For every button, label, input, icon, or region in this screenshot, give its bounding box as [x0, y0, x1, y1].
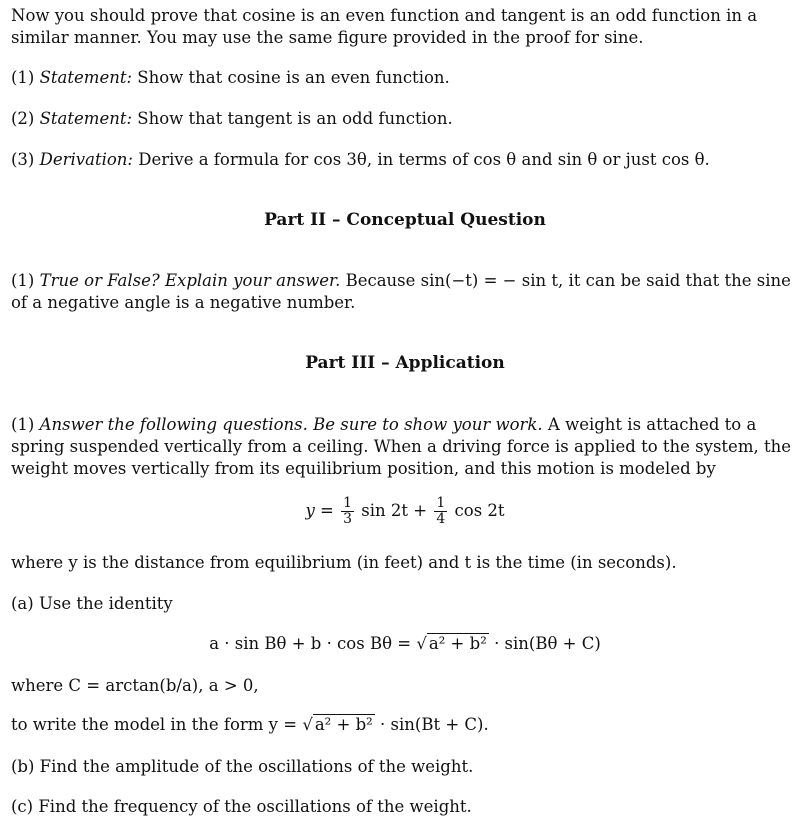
part1-item-1: [11, 67, 796, 89]
item-text: Show that tangent is an odd function.: [137, 109, 453, 128]
item-number: (2): [11, 109, 35, 128]
item-number: (1): [11, 68, 35, 87]
fraction-denominator: 4: [436, 511, 446, 527]
sqrt-radical: √ a² + b²: [416, 634, 487, 653]
sqrt-radicand: a² + b²: [428, 634, 487, 653]
part2-item-1: [11, 270, 796, 314]
part2-heading: Part II – Conceptual Question: [264, 210, 546, 230]
form-pre: to write the model in the form y =: [11, 715, 298, 734]
item-number: (3): [11, 150, 35, 169]
item-number: (1): [11, 271, 35, 290]
part-a-label: (a) Use the identity: [11, 594, 173, 613]
identity-rhs: · sin(Bθ + C): [494, 634, 601, 653]
form-post: · sin(Bt + C).: [380, 715, 489, 734]
model-equation: [0, 496, 810, 527]
fraction-one-fourth: [434, 496, 447, 527]
eq-term-2: cos 2t: [454, 501, 505, 520]
part1-item-2: [11, 108, 796, 130]
fraction-one-third: [341, 496, 354, 527]
item-text: Derive a formula for cos 3θ, in terms of cos θ and sin θ or just cos θ.: [138, 150, 710, 169]
item-text: Show that cosine is an even function.: [137, 68, 450, 87]
item-label: Statement:: [39, 68, 133, 87]
identity-lhs: a · sin Bθ + b · cos Bθ =: [209, 634, 412, 653]
item-number: (1): [11, 415, 35, 434]
eq-term-1: sin 2t +: [361, 501, 428, 520]
identity-equation: [0, 633, 810, 655]
fraction-numerator: 1: [436, 495, 446, 511]
item-label: Answer the following questions. Be sure to show your work.: [39, 415, 543, 434]
item-label: Derivation:: [39, 150, 133, 169]
intro-paragraph: Now you should prove that cosine is an even function and tangent is an odd function in a similar manner. You may use the same figure provided in the proof for sine.: [11, 6, 758, 47]
sqrt-radical: √ a² + b²: [302, 715, 373, 734]
item-text: Because sin(−t) = − sin t, it can be said that the sine of a negative angle is a negative number.: [11, 271, 791, 312]
part-c-text: (c) Find the frequency of the oscillations of the weight.: [11, 797, 472, 816]
where-c-text: where C = arctan(b/a), a > 0,: [11, 676, 259, 695]
part-b-text: (b) Find the amplitude of the oscillations of the weight.: [11, 757, 474, 776]
sqrt-radicand: a² + b²: [314, 715, 373, 734]
model-form-text: [11, 714, 796, 736]
fraction-numerator: 1: [343, 495, 353, 511]
item-text: A weight is attached to a spring suspended vertically from a ceiling. When a driving force is applied to the system, the weight moves vertically from its equilibrium position, and this motion is modeled by: [11, 415, 791, 478]
eq-lhs: y =: [305, 501, 334, 520]
part3-heading: Part III – Application: [305, 353, 505, 373]
item-label: Statement:: [39, 109, 133, 128]
part3-item-1: [11, 414, 796, 480]
fraction-denominator: 3: [343, 511, 353, 527]
part1-item-3: [11, 149, 796, 171]
item-label: True or False? Explain your answer.: [39, 271, 341, 290]
where-y-text: where y is the distance from equilibrium (in feet) and t is the time (in seconds).: [11, 553, 677, 572]
